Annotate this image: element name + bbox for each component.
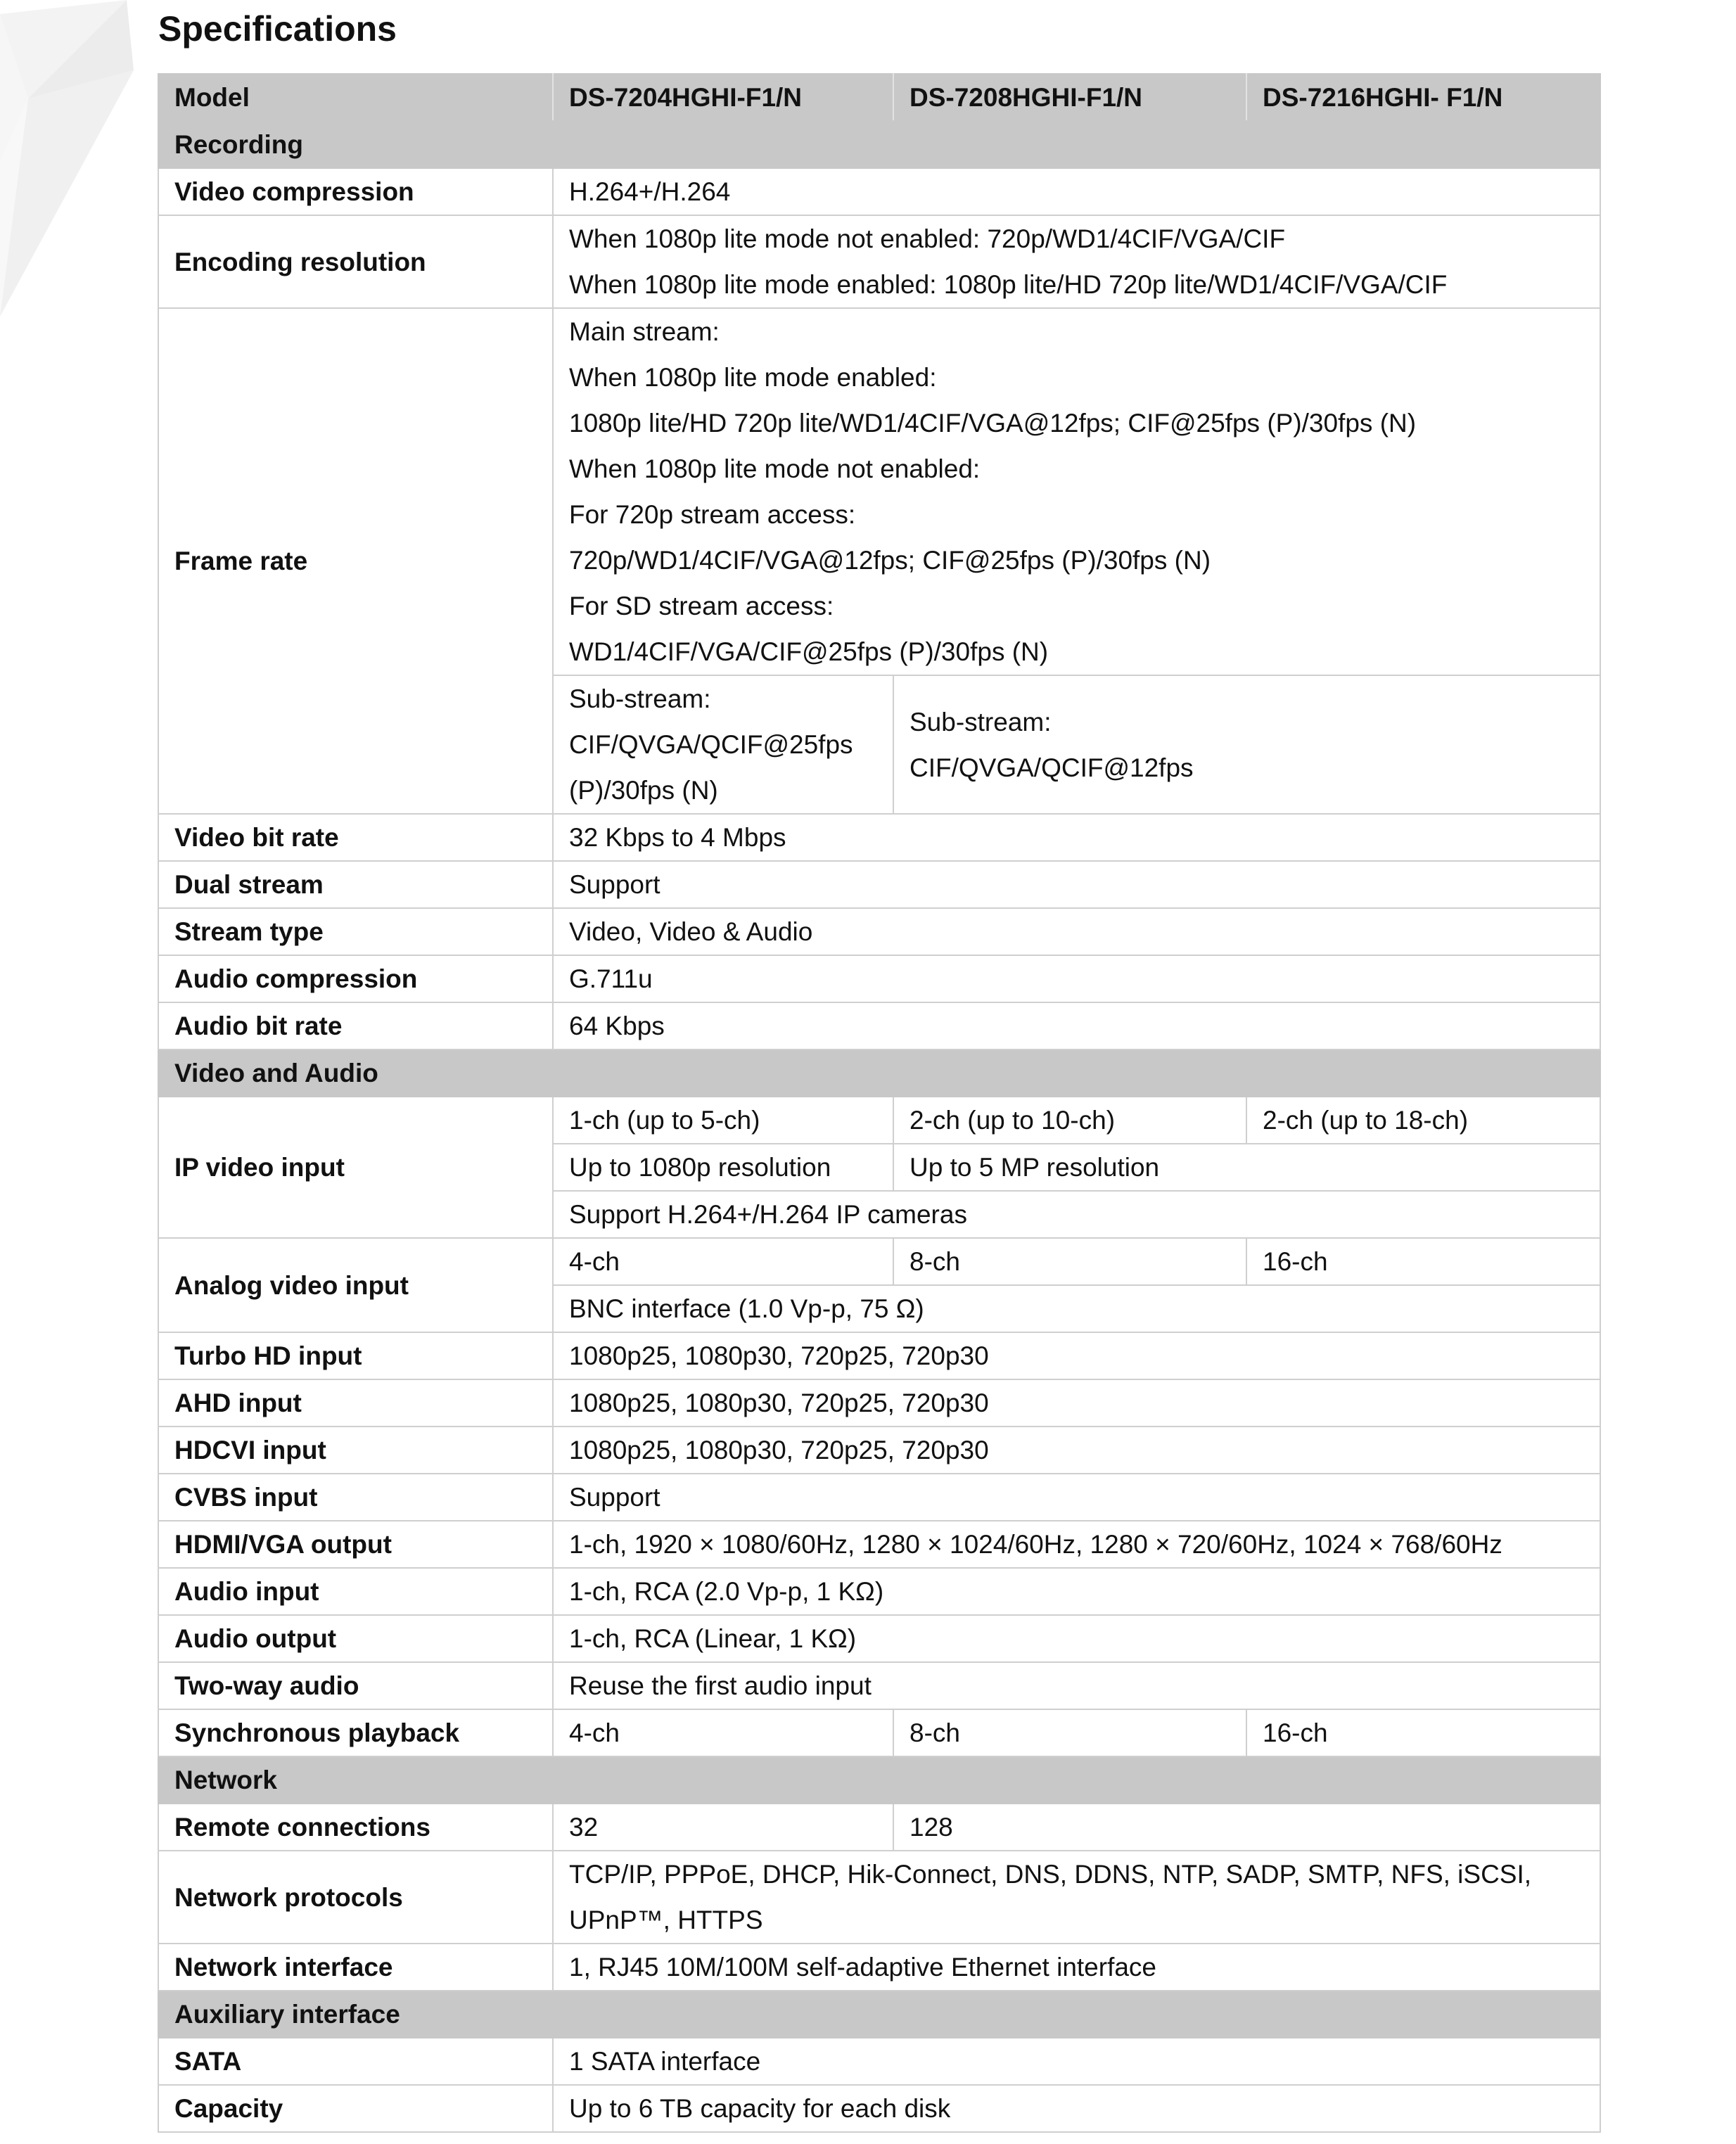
model-name: DS-7208HGHI-F1/N: [893, 74, 1246, 121]
value-line: When 1080p lite mode not enabled:: [569, 454, 981, 483]
spec-value: 1-ch (up to 5-ch): [553, 1097, 893, 1144]
spec-label: Capacity: [158, 2085, 553, 2132]
table-row: [158, 1944, 1600, 1991]
spec-value: 8-ch: [893, 1238, 1246, 1285]
spec-value: Support H.264+/H.264 IP cameras: [553, 1191, 1600, 1238]
spec-value: [893, 675, 1600, 814]
model-name: DS-7216HGHI- F1/N: [1246, 74, 1600, 121]
section-row-auxiliary: [158, 1991, 1600, 2038]
table-row: [158, 861, 1600, 908]
spec-value: 128: [893, 1804, 1600, 1851]
spec-value: Support: [553, 1474, 1600, 1521]
spec-value: BNC interface (1.0 Vp-p, 75 Ω): [553, 1285, 1600, 1332]
spec-value: 2-ch (up to 10-ch): [893, 1097, 1246, 1144]
table-row: [158, 1662, 1600, 1709]
value-line: For 720p stream access:: [569, 500, 856, 529]
spec-value: Up to 5 MP resolution: [893, 1144, 1600, 1191]
value-line: (P)/30fps (N): [569, 776, 718, 805]
spec-value: [553, 215, 1600, 308]
spec-value: 64 Kbps: [553, 1002, 1600, 1049]
spec-value: 4-ch: [553, 1238, 893, 1285]
spec-label: SATA: [158, 2038, 553, 2085]
spec-label: CVBS input: [158, 1474, 553, 1521]
table-row: [158, 1851, 1600, 1944]
spec-label: Encoding resolution: [158, 215, 553, 308]
spec-value: 1, RJ45 10M/100M self-adaptive Ethernet interface: [553, 1944, 1600, 1991]
table-row: [158, 2085, 1600, 2132]
spec-value: 1080p25, 1080p30, 720p25, 720p30: [553, 1332, 1600, 1379]
table-row: [158, 955, 1600, 1002]
spec-value: 16-ch: [1246, 1238, 1600, 1285]
table-row: [158, 308, 1600, 675]
spec-value: 2-ch (up to 18-ch): [1246, 1097, 1600, 1144]
table-row: [158, 2038, 1600, 2085]
spec-label: Audio output: [158, 1615, 553, 1662]
spec-label: Audio bit rate: [158, 1002, 553, 1049]
value-line: Sub-stream:: [569, 684, 711, 713]
spec-label: Two-way audio: [158, 1662, 553, 1709]
table-row: [158, 1379, 1600, 1427]
spec-value: 1080p25, 1080p30, 720p25, 720p30: [553, 1427, 1600, 1474]
spec-value: 16-ch: [1246, 1709, 1600, 1756]
spec-label: AHD input: [158, 1379, 553, 1427]
table-row: [158, 1427, 1600, 1474]
spec-value: 1080p25, 1080p30, 720p25, 720p30: [553, 1379, 1600, 1427]
value-line: 1080p lite/HD 720p lite/WD1/4CIF/VGA@12fps; CIF@25fps (P)/30fps (N): [569, 409, 1417, 438]
spec-value: [553, 308, 1600, 675]
spec-label: HDCVI input: [158, 1427, 553, 1474]
spec-value: [553, 1851, 1600, 1944]
table-row: [158, 1238, 1600, 1285]
spec-label: Stream type: [158, 908, 553, 955]
table-row: [158, 814, 1600, 861]
table-row: [158, 168, 1600, 215]
spec-value: Video, Video & Audio: [553, 908, 1600, 955]
spec-label: Video compression: [158, 168, 553, 215]
header-label: Model: [158, 74, 553, 121]
table-row: [158, 1097, 1600, 1144]
spec-value: 1-ch, RCA (Linear, 1 KΩ): [553, 1615, 1600, 1662]
corner-watermark-graphic: [0, 0, 141, 324]
spec-value: H.264+/H.264: [553, 168, 1600, 215]
table-row: [158, 1804, 1600, 1851]
spec-value: 1-ch, RCA (2.0 Vp-p, 1 KΩ): [553, 1568, 1600, 1615]
value-line: CIF/QVGA/QCIF@25fps: [569, 730, 853, 759]
spec-label: Dual stream: [158, 861, 553, 908]
table-row: [158, 215, 1600, 308]
value-line: Main stream:: [569, 317, 720, 346]
spec-value: 32 Kbps to 4 Mbps: [553, 814, 1600, 861]
value-line: When 1080p lite mode enabled: 1080p lite/HD 720p lite/WD1/4CIF/VGA/CIF: [569, 270, 1448, 299]
value-line: UPnP™, HTTPS: [569, 1906, 763, 1934]
spec-value: Up to 6 TB capacity for each disk: [553, 2085, 1600, 2132]
value-line: When 1080p lite mode enabled:: [569, 363, 937, 392]
specifications-table: [158, 73, 1601, 2133]
value-line: WD1/4CIF/VGA/CIF@25fps (P)/30fps (N): [569, 637, 1049, 666]
spec-label: Analog video input: [158, 1238, 553, 1332]
spec-value: 1-ch, 1920 × 1080/60Hz, 1280 × 1024/60Hz, 1280 × 720/60Hz, 1024 × 768/60Hz: [553, 1521, 1600, 1568]
spec-value: 8-ch: [893, 1709, 1246, 1756]
table-row: [158, 1709, 1600, 1756]
spec-value: 32: [553, 1804, 893, 1851]
section-title: Recording: [158, 121, 1600, 168]
value-line: When 1080p lite mode not enabled: 720p/WD1/4CIF/VGA/CIF: [569, 224, 1286, 253]
spec-label: Remote connections: [158, 1804, 553, 1851]
table-row: [158, 908, 1600, 955]
spec-label: Network interface: [158, 1944, 553, 1991]
section-title: Auxiliary interface: [158, 1991, 1600, 2038]
table-row: [158, 1002, 1600, 1049]
table-row: [158, 1474, 1600, 1521]
spec-label: Frame rate: [158, 308, 553, 814]
spec-value: 4-ch: [553, 1709, 893, 1756]
spec-value: Reuse the first audio input: [553, 1662, 1600, 1709]
spec-label: Synchronous playback: [158, 1709, 553, 1756]
spec-label: Audio compression: [158, 955, 553, 1002]
table-row: [158, 1615, 1600, 1662]
spec-value: 1 SATA interface: [553, 2038, 1600, 2085]
table-row: [158, 1332, 1600, 1379]
spec-label: Video bit rate: [158, 814, 553, 861]
value-line: 720p/WD1/4CIF/VGA@12fps; CIF@25fps (P)/30fps (N): [569, 546, 1211, 575]
value-line: TCP/IP, PPPoE, DHCP, Hik-Connect, DNS, DDNS, NTP, SADP, SMTP, NFS, iSCSI,: [569, 1860, 1532, 1889]
spec-value: G.711u: [553, 955, 1600, 1002]
spec-label: HDMI/VGA output: [158, 1521, 553, 1568]
value-line: Sub-stream:: [910, 707, 1052, 736]
section-title: Network: [158, 1756, 1600, 1804]
section-row-network: [158, 1756, 1600, 1804]
value-line: For SD stream access:: [569, 592, 834, 620]
table-header-row: [158, 74, 1600, 121]
spec-label: Turbo HD input: [158, 1332, 553, 1379]
table-row: [158, 1568, 1600, 1615]
section-title: Video and Audio: [158, 1049, 1600, 1097]
spec-label: Audio input: [158, 1568, 553, 1615]
spec-value: [553, 675, 893, 814]
page-title: Specifications: [158, 9, 397, 49]
spec-value: Support: [553, 861, 1600, 908]
model-name: DS-7204HGHI-F1/N: [553, 74, 893, 121]
value-line: CIF/QVGA/QCIF@12fps: [910, 753, 1194, 782]
spec-label: Network protocols: [158, 1851, 553, 1944]
section-row-recording: [158, 121, 1600, 168]
section-row-video-audio: [158, 1049, 1600, 1097]
spec-label: IP video input: [158, 1097, 553, 1238]
table-row: [158, 1521, 1600, 1568]
spec-value: Up to 1080p resolution: [553, 1144, 893, 1191]
